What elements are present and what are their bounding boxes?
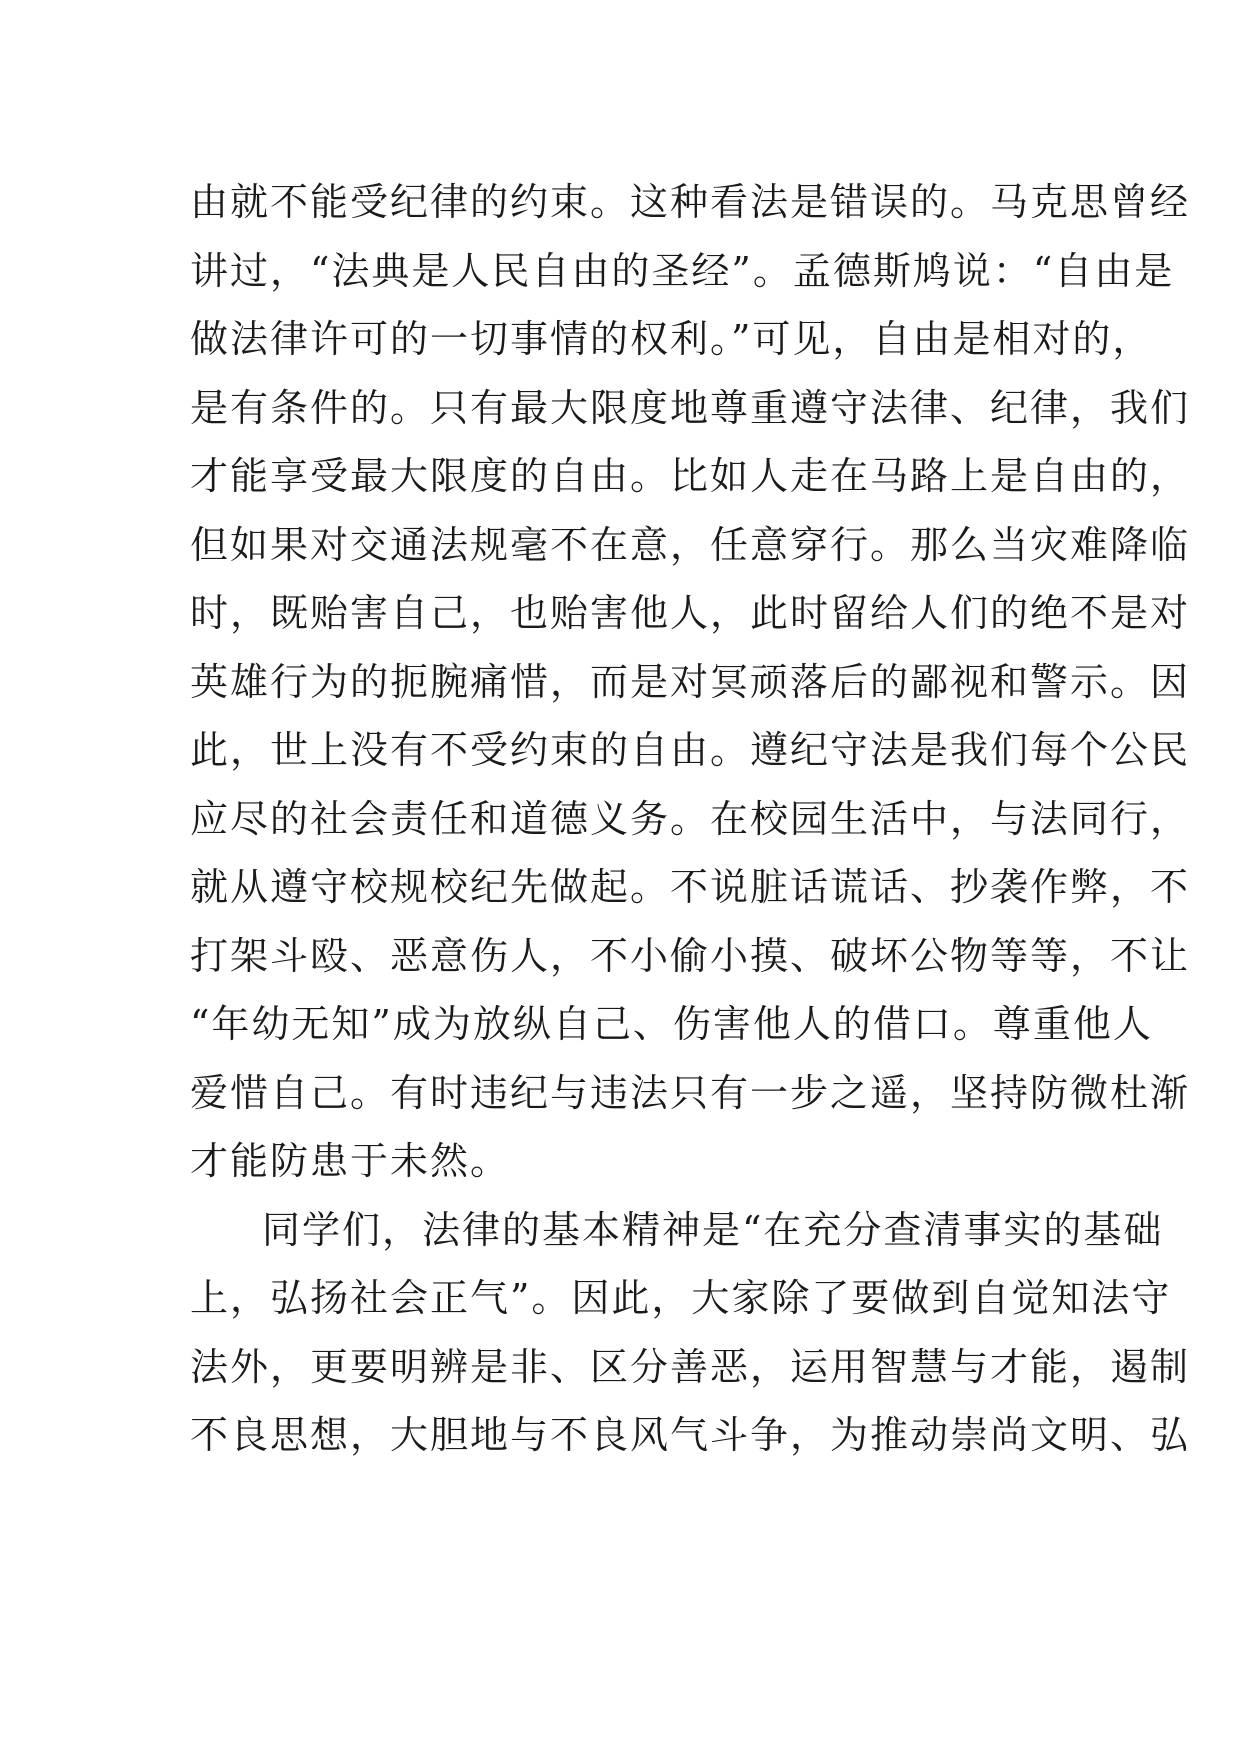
text-line: “年幼无知”成为放纵自己、伤害他人的借口。尊重他人 <box>190 1002 1153 1046</box>
text-line: 就从遵守校规校纪先做起。不说脏话谎话、抄袭作弊，不 <box>190 865 1191 909</box>
text-line: 讲过，“法典是人民自由的圣经”。孟德斯鸠说：“自由是 <box>190 248 1175 293</box>
text-line: 法外，更要明辨是非、区分善恶，运用智慧与才能，遏制 <box>190 1344 1191 1389</box>
text-line: 才能防患于未然。 <box>190 1139 511 1183</box>
text-line: 英雄行为的扼腕痛惜，而是对冥顽落后的鄙视和警示。因 <box>190 659 1191 704</box>
body-text <box>190 168 1191 1470</box>
paragraph-first-line: 同学们，法律的基本精神是“在充分查清事实的基础 <box>262 1207 1164 1252</box>
text-line: 但如果对交通法规毫不在意，任意穿行。那么当灾难降临 <box>190 522 1191 567</box>
text-line: 应尽的社会责任和道德义务。在校园生活中，与法同行， <box>190 796 1191 841</box>
text-line: 是有条件的。只有最大限度地尊重遵守法律、纪律，我们 <box>190 385 1191 430</box>
text-line: 此，世上没有不受约束的自由。遵纪守法是我们每个公民 <box>190 728 1191 772</box>
text-line: 时，既贻害自己，也贻害他人，此时留给人们的绝不是对 <box>190 591 1191 635</box>
text-line: 打架斗殴、恶意伤人，不小偷小摸、破坏公物等等，不让 <box>190 933 1191 978</box>
text-line: 由就不能受纪律的约束。这种看法是错误的。马克思曾经 <box>190 180 1191 224</box>
text-line: 做法律许可的一切事情的权利。”可见，自由是相对的， <box>190 317 1153 361</box>
text-line: 爱惜自己。有时违纪与违法只有一步之遥，坚持防微杜渐 <box>190 1070 1191 1115</box>
text-line: 上，弘扬社会正气”。因此，大家除了要做到自觉知法守 <box>190 1276 1172 1320</box>
text-line: 才能享受最大限度的自由。比如人走在马路上是自由的， <box>190 454 1191 498</box>
text-line: 不良思想，大胆地与不良风气斗争，为推动崇尚文明、弘 <box>190 1413 1191 1457</box>
